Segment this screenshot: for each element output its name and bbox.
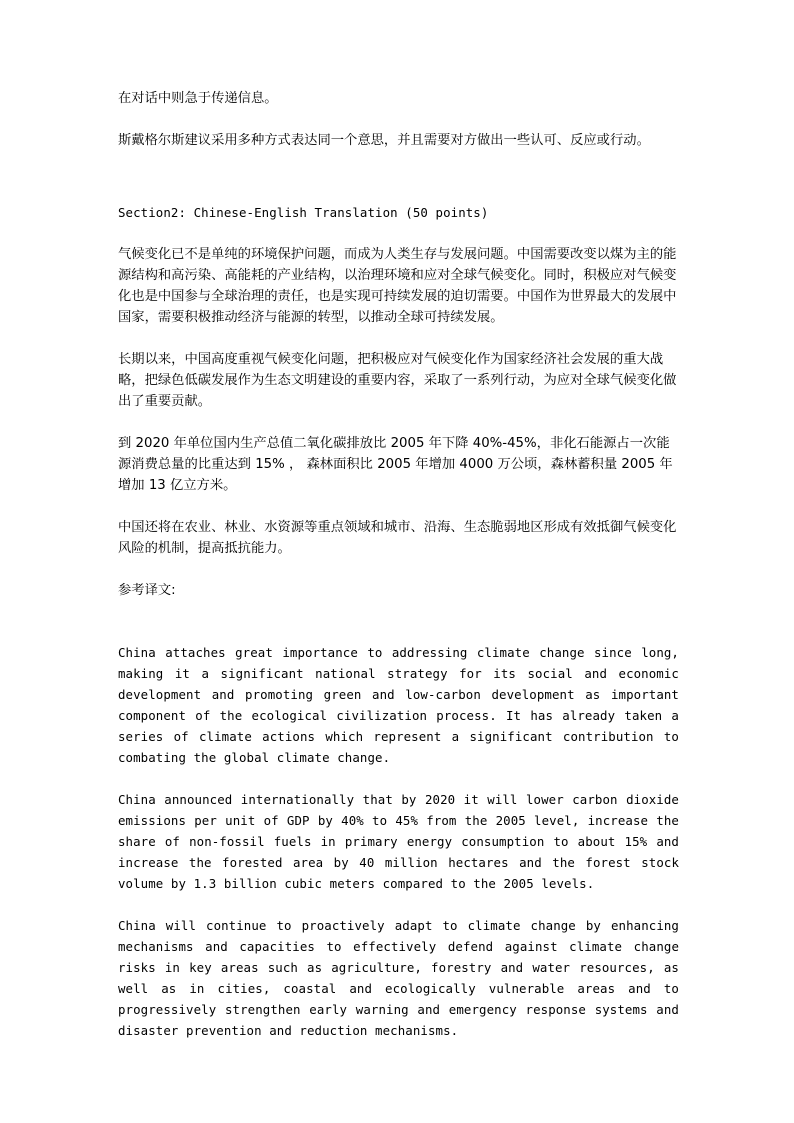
source-paragraph-4: 中国还将在农业、林业、水资源等重点领域和城市、沿海、生态脆弱地区形成有效抵御气候变化风险的机制，提高抵抗能力。 — [118, 520, 677, 556]
translation-paragraph-3: China will continue to proactively adapt to climate change by enhancing mechanisms and capacities to effectively defend against climate change risks in key areas such as agriculture, forestry and water resources, as well as in cities, coastal and ecologically vulnerable areas and to progressively strengthen early warning and emergency response systems and disaster prevention and reduction mechanisms. — [118, 918, 679, 1038]
section-spacer — [118, 172, 679, 202]
source-paragraph-1: 气候变化已不是单纯的环境保护问题，而成为人类生存与发展问题。中国需要改变以煤为主的能源结构和高污染、高能耗的产业结构，以治理环境和应对全球气候变化。同时，积极应对气候变化也是中国参与全球治理的责任，也是实现可持续发展的迫切需要。中国作为世界最大的发展中国家，需要积极推动经济与能源的转型，以推动全球可持续发展。 — [118, 247, 677, 325]
translation-paragraph-2: China announced internationally that by 2020 it will lower carbon dioxide emissions per unit of GDP by 40% to 45% from the 2005 level, increase the share of non-fossil fuels in primary energy consumption to about 15% and increase the forested area by 40 million hectares and the forest stock volume by 1.3 billion cubic meters compared to the 2005 levels. — [118, 792, 679, 891]
section-heading: Section2: Chinese-English Translation (50 points) — [118, 205, 489, 220]
intro-paragraph-2: 斯戴格尔斯建议采用多种方式表达同一个意思，并且需要对方做出一些认可、反应或行动。 — [118, 133, 650, 148]
source-paragraph-2: 长期以来，中国高度重视气候变化问题，把积极应对气候变化作为国家经济社会发展的重大战略，把绿色低碳发展作为生态文明建设的重要内容，采取了一系列行动，为应对全球气候变化做出了重要贡献。 — [118, 352, 677, 409]
source-paragraph-3: 到 2020 年单位国内生产总值二氧化碳排放比 2005 年下降 40%-45%，非化石能源占一次能源消费总量的比重达到 15% ， 森林面积比 2005 年增加 4000 万公顷，森林蓄积量 2005 年增加 13 亿立方米。 — [118, 436, 673, 493]
reference-translation-label: 参考译文: — [118, 583, 176, 598]
document-content — [118, 88, 679, 1062]
intro-paragraph-1: 在对话中则急于传递信息。 — [118, 91, 278, 106]
translation-paragraph-1: China attaches great importance to addressing climate change since long, making it a significant national strategy for its social and economic development and promoting green and low-carbon development as important component of the ecological civilization process. It has already taken a series of climate actions which represent a significant contribution to combating the global climate change. — [118, 645, 679, 765]
translation-spacer — [118, 622, 679, 642]
